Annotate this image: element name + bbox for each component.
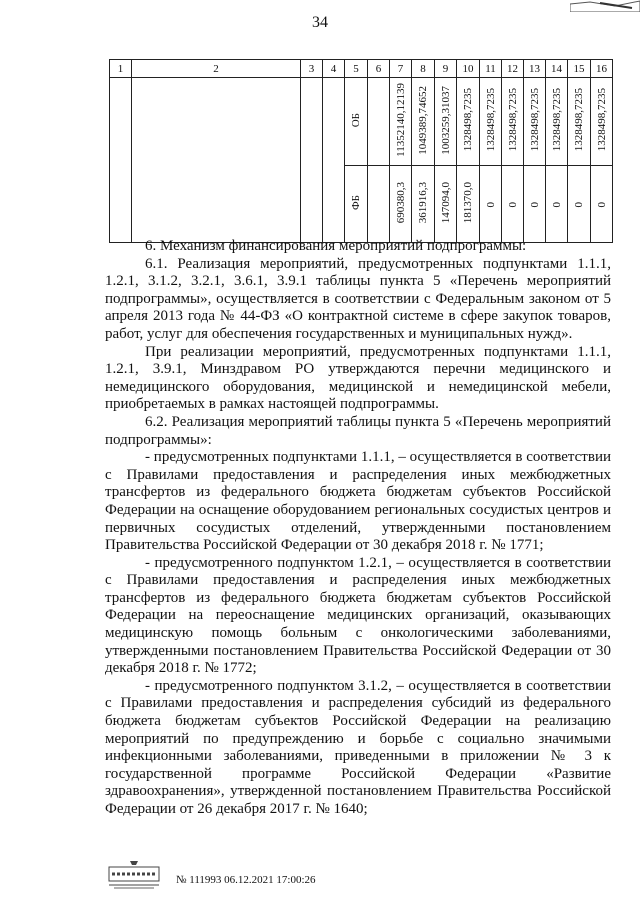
list-item: - предусмотренного подпунктом 3.1.2, – осуществляется в соответствии с Правилами предоставления и распределения субсидий из федерального бюджета бюджетам субъектов Российской Федерации на реализацию мероприятий по предупреждению и борьбе с социально значимыми инфекционными заболеваниями, приведенными в приложении № 3 к государственной программе Российской Федерации «Развитие здравоохранения», утвержденной постановлением Правительства Российской Федерации от 26 декабря 2017 г. № 1640; [105, 677, 611, 817]
table-header-cell: 2 [132, 60, 301, 78]
table-header-cell: 7 [390, 60, 412, 78]
paragraph: При реализации мероприятий, предусмотренных подпунктами 1.1.1, 1.2.1, 3.9.1, Минздравом РО утверждаются перечни медицинского и немедицинского оборудования, медицинской и немедицинской мебели, приобретаемых в рамках настоящей подпрограммы. [105, 343, 611, 413]
empty-cell [368, 166, 390, 243]
empty-cell [323, 78, 345, 243]
value-cell [412, 166, 435, 243]
value-fb: 0 [528, 201, 541, 207]
value-fb: 0 [573, 201, 585, 207]
document-registration-number: № 111993 06.12.2021 17:00:26 [176, 874, 316, 886]
table-row-ob [110, 78, 613, 166]
value-cell [524, 78, 546, 166]
value-cell [435, 166, 457, 243]
scan-corner-mark [570, 0, 640, 12]
value-fb: 0 [595, 201, 608, 207]
table-header-cell: 4 [323, 60, 345, 78]
page-number: 34 [312, 14, 328, 31]
empty-cell [301, 78, 323, 243]
value-fb: 0 [506, 201, 519, 207]
table-header-cell: 1 [110, 60, 132, 78]
table-header-cell: 11 [480, 60, 502, 78]
table-header-cell: 6 [368, 60, 390, 78]
source-label-cell [345, 166, 368, 243]
value-ob: 1328498,7235 [550, 88, 563, 152]
empty-cell [110, 78, 132, 243]
table-header-cell: 10 [457, 60, 480, 78]
table-header-cell: 15 [568, 60, 591, 78]
value-ob: 1049389,74652 [417, 85, 429, 155]
value-cell [480, 78, 502, 166]
value-ob: 1328498,7235 [506, 88, 519, 152]
value-cell [591, 78, 613, 166]
value-ob: 1328498,7235 [595, 88, 608, 152]
table-header-cell: 5 [345, 60, 368, 78]
value-fb: 361916,3 [417, 181, 429, 224]
value-cell [546, 166, 568, 243]
government-seal-icon [108, 858, 160, 890]
document-body [105, 238, 611, 819]
value-cell [480, 166, 502, 243]
empty-cell [368, 78, 390, 166]
table-header-cell: 16 [591, 60, 613, 78]
value-cell [546, 78, 568, 166]
value-cell [591, 166, 613, 243]
value-cell [457, 78, 480, 166]
value-ob: 1003259,31037 [439, 85, 452, 155]
table-header-cell: 3 [301, 60, 323, 78]
table-header-row [110, 60, 613, 78]
value-fb: 181370,0 [462, 181, 474, 224]
source-label-ob: ОБ [350, 112, 362, 128]
value-fb: 0 [550, 201, 563, 207]
value-cell [457, 166, 480, 243]
value-cell [524, 166, 546, 243]
section-heading: 6. Механизм финансирования мероприятий подпрограммы: [145, 238, 527, 254]
value-cell [390, 166, 412, 243]
value-cell [412, 78, 435, 166]
empty-cell [132, 78, 301, 243]
table-header-cell: 12 [502, 60, 524, 78]
value-cell [502, 78, 524, 166]
value-fb: 147094,0 [439, 181, 452, 224]
table-header-cell: 13 [524, 60, 546, 78]
table-header-cell: 14 [546, 60, 568, 78]
value-ob: 11352140,12139 [394, 83, 407, 157]
table-header-cell: 9 [435, 60, 457, 78]
value-cell [390, 78, 412, 166]
list-item: - предусмотренного подпунктом 1.2.1, – осуществляется в соответствии с Правилами предоставления и распределения иных межбюджетных трансфертов из федерального бюджета бюджетам субъектов Российской Федерации на переоснащение медицинских организаций, оказывающих медицинскую помощь больным с онкологическими заболеваниями, утвержденными постановлением Правительства Российской Федерации от 30 декабря 2018 г. № 1772; [105, 554, 611, 677]
source-label-cell [345, 78, 368, 166]
table-header-cell: 8 [412, 60, 435, 78]
value-ob: 1328498,7235 [528, 88, 541, 152]
paragraph: 6.1. Реализация мероприятий, предусмотренных подпунктами 1.1.1, 1.2.1, 3.1.2, 3.2.1, 3.6.1, 3.9.1 таблицы пункта 5 «Перечень мероприятий подпрограммы», осуществляется в соответствии с Федеральным законом от 5 апреля 2013 года № 44-ФЗ «О контрактной системе в сфере закупок товаров, работ, услуг для обеспечения государственных и муниципальных нужд». [105, 255, 611, 342]
value-fb: 0 [484, 201, 497, 207]
source-label-fb: ФБ [350, 194, 362, 210]
financing-table [109, 59, 613, 243]
list-item: - предусмотренных подпунктами 1.1.1, – осуществляется в соответствии с Правилами предоставления и распределения иных межбюджетных трансфертов из федерального бюджета бюджетам субъектов Российской Федерации на оснащение оборудованием региональных сосудистых центров и первичных сосудистых отделений, утвержденными постановлением Правительства Российской Федерации от 30 декабря 2018 г. № 1771; [105, 449, 611, 554]
value-ob: 1328498,7235 [573, 88, 585, 152]
value-ob: 1328498,7235 [484, 88, 497, 152]
value-cell [435, 78, 457, 166]
value-cell [502, 166, 524, 243]
value-cell [568, 166, 591, 243]
value-cell [568, 78, 591, 166]
value-fb: 690380,3 [394, 181, 407, 224]
value-ob: 1328498,7235 [462, 88, 474, 152]
paragraph: 6.2. Реализация мероприятий таблицы пункта 5 «Перечень мероприятий подпрограммы»: [105, 413, 611, 448]
